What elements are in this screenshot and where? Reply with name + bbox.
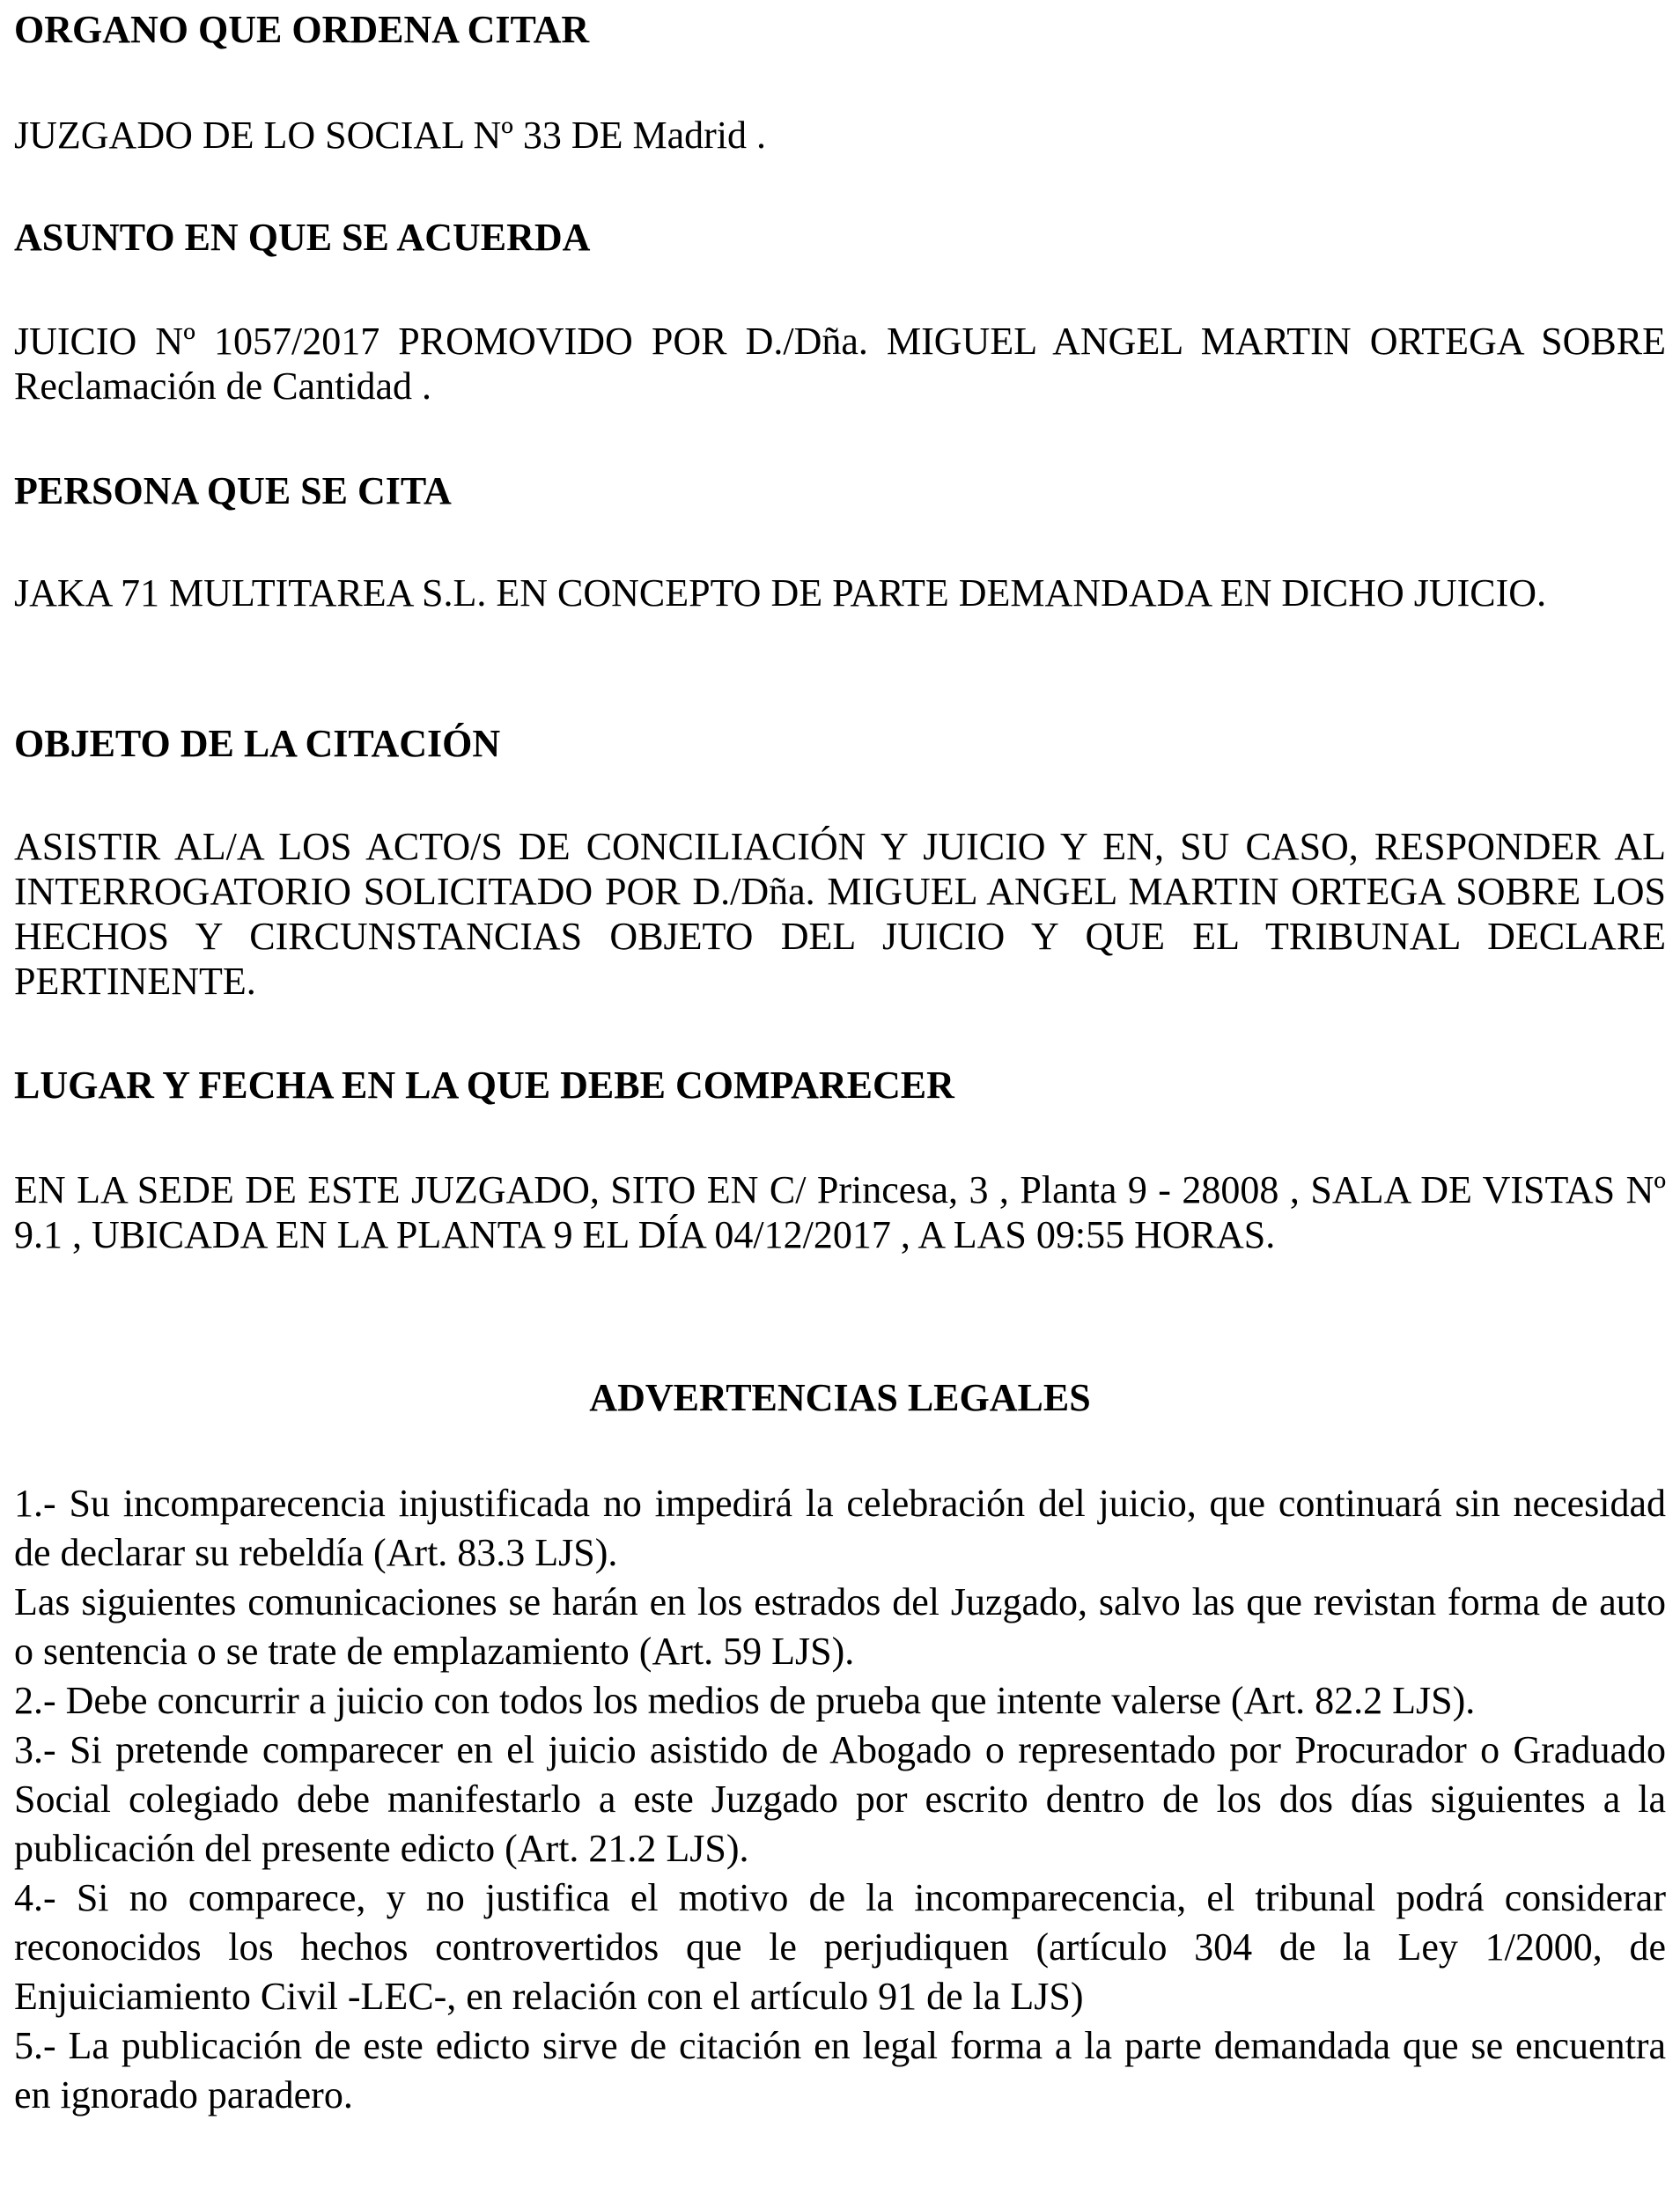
heading-organo: ORGANO QUE ORDENA CITAR bbox=[14, 8, 590, 51]
body-lugar: EN LA SEDE DE ESTE JUZGADO, SITO EN C/ Princesa, 3 , Planta 9 - 28008 , SALA DE VISTAS Nº 9.1 , UBICADA EN LA PLANTA 9 EL DÍA 04/12/2017 , A LAS 09:55 HORAS. bbox=[14, 1168, 1666, 1256]
advertencia-item: 3.- Si pretende comparecer en el juicio asistido de Abogado o representado por Procurador o Graduado Social colegiado debe manifestarlo a este Juzgado por escrito dentro de los dos días siguientes a la publicación del presente edicto (Art. 21.2 LJS). bbox=[14, 1728, 1666, 1870]
advertencia-item: Las siguientes comunicaciones se harán en los estrados del Juzgado, salvo las que revistan forma de auto o sentencia o se trate de emplazamiento (Art. 59 LJS). bbox=[14, 1580, 1666, 1673]
body-objeto: ASISTIR AL/A LOS ACTO/S DE CONCILIACIÓN Y JUICIO Y EN, SU CASO, RESPONDER AL INTERROGATORIO SOLICITADO POR D./Dña. MIGUEL ANGEL MARTIN ORTEGA SOBRE LOS HECHOS Y CIRCUNSTANCIAS OBJETO DEL JUICIO Y QUE EL TRIBUNAL DECLARE PERTINENTE. bbox=[14, 825, 1666, 1003]
body-persona: JAKA 71 MULTITAREA S.L. EN CONCEPTO DE PARTE DEMANDADA EN DICHO JUICIO. bbox=[14, 571, 1547, 615]
heading-persona: PERSONA QUE SE CITA bbox=[14, 469, 452, 512]
advertencia-item: 2.- Debe concurrir a juicio con todos los medios de prueba que intente valerse (Art. 82.2 LJS). bbox=[14, 1679, 1476, 1722]
body-asunto: JUICIO Nº 1057/2017 PROMOVIDO POR D./Dña. MIGUEL ANGEL MARTIN ORTEGA SOBRE Reclamación de Cantidad . bbox=[14, 320, 1666, 408]
heading-objeto: OBJETO DE LA CITACIÓN bbox=[14, 722, 501, 765]
body-organo: JUZGADO DE LO SOCIAL Nº 33 DE Madrid . bbox=[14, 114, 767, 157]
heading-advertencias: ADVERTENCIAS LEGALES bbox=[589, 1376, 1091, 1419]
advertencia-item: 4.- Si no comparece, y no justifica el motivo de la incomparecencia, el tribunal podrá considerar reconocidos los hechos controvertidos que le perjudiquen (artículo 304 de la Ley 1/2000, de Enjuiciamiento Civil -LEC-, en relación con el artículo 91 de la LJS) bbox=[14, 1876, 1666, 2018]
advertencias-list bbox=[14, 1479, 1666, 2120]
heading-asunto: ASUNTO EN QUE SE ACUERDA bbox=[14, 216, 591, 259]
advertencia-item: 5.- La publicación de este edicto sirve de citación en legal forma a la parte demandada que se encuentra en ignorado paradero. bbox=[14, 2024, 1666, 2116]
heading-lugar: LUGAR Y FECHA EN LA QUE DEBE COMPARECER bbox=[14, 1064, 954, 1107]
advertencia-item: 1.- Su incomparecencia injustificada no impedirá la celebración del juicio, que continuará sin necesidad de declarar su rebeldía (Art. 83.3 LJS). bbox=[14, 1482, 1666, 1574]
